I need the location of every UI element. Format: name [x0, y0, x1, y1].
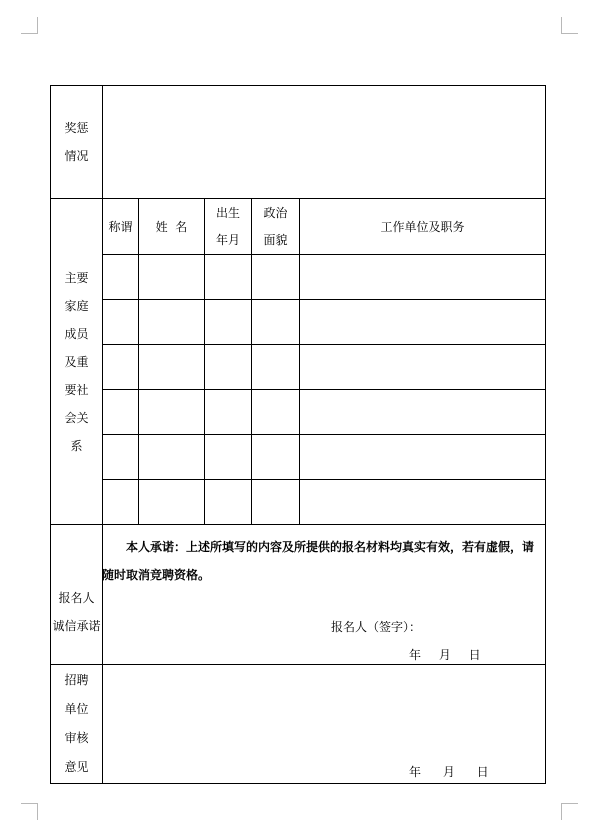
crop-mark-top-left	[21, 17, 38, 34]
birth-cell[interactable]	[205, 255, 252, 300]
header-political	[252, 199, 300, 255]
name-cell[interactable]	[139, 345, 205, 390]
crop-mark-top-right	[561, 17, 578, 34]
political-cell[interactable]	[252, 390, 300, 435]
birth-cell[interactable]	[205, 390, 252, 435]
birth-cell[interactable]	[205, 435, 252, 480]
work-cell[interactable]	[300, 435, 546, 480]
relation-cell[interactable]	[103, 255, 139, 300]
family-label-line: 成员	[64, 326, 89, 341]
family-header-row	[51, 199, 546, 255]
registration-form-table	[50, 85, 546, 784]
header-work: 工作单位及职务	[300, 199, 546, 255]
pledge-row	[51, 525, 546, 665]
family-row	[51, 255, 546, 300]
work-cell[interactable]	[300, 480, 546, 525]
relation-cell[interactable]	[103, 390, 139, 435]
header-birth	[205, 199, 252, 255]
name-cell[interactable]	[139, 435, 205, 480]
pledge-content	[103, 525, 546, 665]
header-birth-line: 出生	[215, 205, 240, 220]
awards-label	[51, 86, 103, 199]
work-cell[interactable]	[300, 300, 546, 345]
header-relation: 称谓	[103, 199, 139, 255]
political-cell[interactable]	[252, 300, 300, 345]
review-label-line: 招聘	[64, 673, 89, 687]
review-date: 年 月 日	[409, 765, 489, 779]
review-label-line: 单位	[64, 702, 89, 716]
relation-cell[interactable]	[103, 300, 139, 345]
family-row	[51, 480, 546, 525]
political-cell[interactable]	[252, 480, 300, 525]
header-political-line: 面貌	[263, 232, 288, 247]
work-cell[interactable]	[300, 345, 546, 390]
review-content[interactable]	[103, 665, 546, 784]
review-row	[51, 665, 546, 784]
work-cell[interactable]	[300, 255, 546, 300]
pledge-label	[51, 525, 103, 665]
family-label-line: 系	[70, 438, 83, 453]
birth-cell[interactable]	[205, 300, 252, 345]
review-label-line: 意见	[64, 760, 89, 774]
crop-mark-bottom-left	[21, 803, 38, 820]
family-row	[51, 435, 546, 480]
relation-cell[interactable]	[103, 435, 139, 480]
political-cell[interactable]	[252, 345, 300, 390]
birth-cell[interactable]	[205, 345, 252, 390]
review-label	[51, 665, 103, 784]
family-row	[51, 345, 546, 390]
pledge-date: 年 月 日	[409, 648, 481, 662]
family-label-line: 家庭	[64, 298, 89, 313]
name-cell[interactable]	[139, 480, 205, 525]
name-cell[interactable]	[139, 390, 205, 435]
header-birth-line: 年月	[215, 232, 240, 247]
pledge-label-line: 诚信承诺	[52, 618, 101, 633]
header-name: 姓 名	[139, 199, 205, 255]
review-label-line: 审核	[64, 731, 89, 745]
signature-label: 报名人（签字）：	[331, 620, 422, 634]
pledge-statement: 本人承诺：上述所填写的内容及所提供的报名材料均真实有效，若有虚假，请随时取消竞聘资格。	[102, 540, 535, 582]
awards-row	[51, 86, 546, 199]
awards-content-field[interactable]	[103, 86, 546, 199]
name-cell[interactable]	[139, 300, 205, 345]
family-label-line: 会关	[64, 410, 89, 425]
crop-mark-bottom-right	[561, 803, 578, 820]
family-row	[51, 300, 546, 345]
family-row	[51, 390, 546, 435]
relation-cell[interactable]	[103, 345, 139, 390]
political-cell[interactable]	[252, 435, 300, 480]
relation-cell[interactable]	[103, 480, 139, 525]
work-cell[interactable]	[300, 390, 546, 435]
family-label-line: 主要	[64, 270, 89, 285]
awards-label-line: 奖惩	[64, 121, 89, 135]
awards-label-line: 情况	[64, 149, 89, 163]
header-political-line: 政治	[263, 205, 288, 220]
name-cell[interactable]	[139, 255, 205, 300]
family-label	[51, 199, 103, 525]
pledge-label-line: 报名人	[58, 590, 95, 605]
birth-cell[interactable]	[205, 480, 252, 525]
political-cell[interactable]	[252, 255, 300, 300]
family-label-line: 要社	[64, 382, 89, 397]
family-label-line: 及重	[64, 354, 89, 369]
